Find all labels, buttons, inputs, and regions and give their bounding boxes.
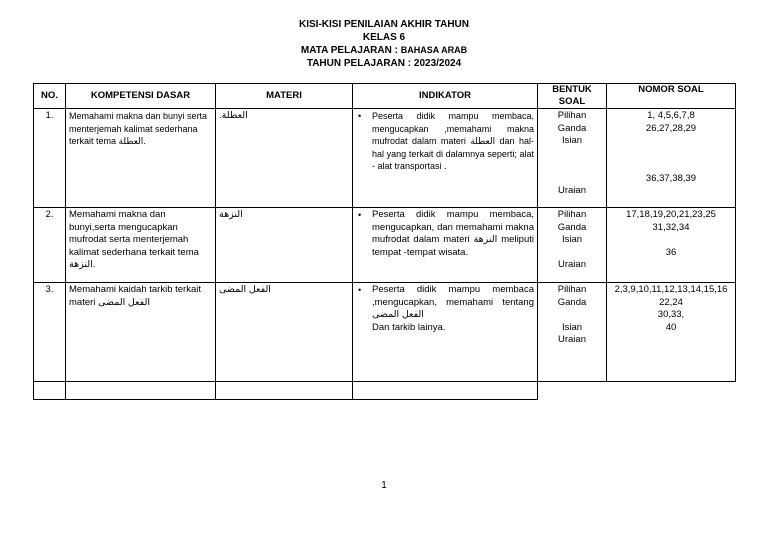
nomor-text: 1, 4,5,6,7,8	[647, 110, 695, 121]
row-kompetensi: Memahami makna dan bunyi,serta mengucapkan mufrodat serta menterjemah kalimat sederhana terkait tema النزهة.	[66, 208, 216, 283]
document-header	[0, 19, 768, 70]
table-row	[34, 283, 736, 382]
header-indikator: INDIKATOR	[353, 84, 538, 109]
bentuk-text: Ganda	[557, 122, 587, 134]
row-no: 1.	[34, 109, 66, 208]
materi-text: النزهة	[219, 209, 243, 220]
subject-value: BAHASA ARAB	[400, 45, 468, 55]
header-nomor: NOMOR SOAL	[607, 84, 736, 109]
header-bentuk-line2: SOAL	[558, 96, 586, 107]
row-bentuk	[538, 109, 607, 208]
empty-cell	[216, 382, 353, 400]
indicator-text: Peserta didik mampu membaca ,mengucapkan, memahami tentang الفعل المضى	[372, 284, 534, 320]
indicator-item: • Peserta didik mampu membaca, mengucapkan ,memahami makna mufrodat dalam materi العطلة dan hal- hal yang terkait di dalamnya seperti; alat - alat transportasi .	[372, 110, 534, 173]
nomor-text: 30,33,	[657, 309, 685, 320]
header-no: NO.	[34, 84, 66, 109]
bentuk-text: Pilihan	[557, 284, 587, 295]
materi-text: العطلة.	[219, 110, 248, 121]
row-indikator	[353, 208, 538, 283]
bentuk-text: Uraian	[558, 334, 586, 345]
nomor-text: 2,3,9,10,11,12,13,14,15,16	[614, 284, 728, 295]
bentuk-text: Ganda	[557, 296, 587, 308]
row-kompetensi: Memahami makna dan bunyi serta menterjemah kalimat sederhana terkait tema العطلة.	[66, 109, 216, 208]
empty-cell	[607, 382, 736, 400]
empty-cell	[34, 382, 66, 400]
row-nomor	[607, 283, 736, 382]
materi-text: الفعل المضى	[219, 284, 271, 295]
row-materi	[216, 109, 353, 208]
bentuk-text: Isian	[561, 135, 583, 146]
bentuk-text: Uraian	[558, 185, 586, 196]
row-materi	[216, 283, 353, 382]
bentuk-text: Isian	[561, 321, 583, 333]
table-row-empty	[34, 382, 736, 400]
subject-label: MATA PELAJARAN :	[300, 45, 401, 56]
nomor-text: 36,37,38,39	[645, 172, 697, 184]
nomor-text: 22,24	[659, 296, 683, 308]
nomor-text: 40	[665, 321, 677, 333]
row-nomor	[607, 109, 736, 208]
bentuk-text: Uraian	[558, 259, 586, 270]
table-row	[34, 208, 736, 283]
subject-line	[0, 44, 768, 58]
header-materi: MATERI	[216, 84, 353, 109]
nomor-text: 17,18,19,20,21,23,25	[626, 209, 716, 220]
row-nomor	[607, 208, 736, 283]
bentuk-text: Ganda	[557, 221, 587, 233]
row-indikator	[353, 283, 538, 382]
page-number: 1	[381, 480, 387, 491]
title-line: KISI-KISI PENILAIAN AKHIR TAHUN	[299, 19, 469, 30]
kisi-kisi-table	[33, 83, 736, 400]
header-bentuk-line1: BENTUK	[552, 84, 592, 95]
indicator-item	[372, 284, 534, 334]
class-line: KELAS 6	[362, 31, 406, 43]
indicator-item: • Peserta didik mampu membaca, mengucapkan, dan memahami makna mufrodat dalam materi النزهة meliputi tempat -tempat wisata.	[372, 209, 534, 259]
row-no: 2.	[34, 208, 66, 283]
bentuk-text: Isian	[561, 234, 583, 245]
header-bentuk	[538, 84, 607, 109]
table-header-row	[34, 84, 736, 109]
empty-cell	[66, 382, 216, 400]
header-kompetensi: KOMPETENSI DASAR	[66, 84, 216, 109]
year-line: TAHUN PELAJARAN : 2023/2024	[306, 57, 462, 69]
row-materi	[216, 208, 353, 283]
row-bentuk	[538, 283, 607, 382]
row-kompetensi: Memahami kaidah tarkib terkait materi الفعل المضى	[66, 283, 216, 382]
row-indikator	[353, 109, 538, 208]
nomor-text: 36	[665, 246, 677, 258]
row-bentuk	[538, 208, 607, 283]
row-no: 3.	[34, 283, 66, 382]
table-row	[34, 109, 736, 208]
bentuk-text: Pilihan	[557, 110, 587, 121]
nomor-text: 31,32,34	[652, 221, 690, 233]
empty-cell	[538, 382, 607, 400]
nomor-text: 26,27,28,29	[645, 122, 697, 134]
bentuk-text: Pilihan	[557, 209, 587, 220]
indicator-text: Dan tarkib lainya.	[372, 321, 446, 333]
empty-cell	[353, 382, 538, 400]
